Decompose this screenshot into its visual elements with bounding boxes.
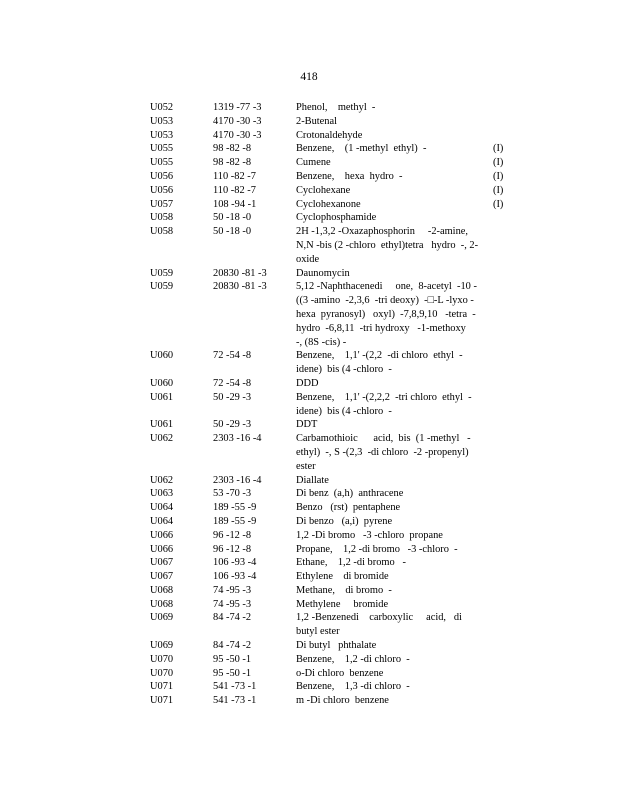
substance-name: Carbamothioic acid, bis (1 -methyl -ethyl) -, S -(2,3 -di chloro -2 -propenyl) ester [296, 433, 472, 472]
waste-code: U064 [150, 502, 174, 514]
waste-code: U053 [150, 129, 174, 141]
substance-name: Propane, 1,2 -di bromo -3 -chloro - [296, 543, 458, 555]
cas-number: 2303 -16 -4 [213, 433, 262, 445]
cas-number: 84 -74 -2 [213, 612, 252, 624]
cas-number: 74 -95 -3 [213, 598, 252, 610]
table-row [0, 115, 618, 129]
table-row [0, 156, 618, 170]
table-row [0, 515, 618, 529]
table-row [0, 474, 618, 488]
substance-name: 1,2 -Di bromo -3 -chloro propane [296, 529, 443, 541]
table-row [0, 198, 618, 212]
cas-number: 50 -18 -0 [213, 212, 252, 224]
substance-name: Methylene bromide [296, 598, 389, 610]
waste-code: U071 [150, 695, 174, 707]
table-row [0, 570, 618, 584]
cas-number: 110 -82 -7 [213, 184, 256, 196]
waste-code: U064 [150, 515, 174, 527]
cas-number: 20830 -81 -3 [213, 267, 267, 279]
substance-name: 5,12 -Naphthacenedi one, 8-acetyl -10 -((3 -amino -2,3,6 -tri deoxy) -□-L -lyxo -hexa pyranosyl) oxyl) -7,8,9,10 -tetra -hydro -6,8,11 -tri hydroxy -1-methoxy -, (8S -cis) - [296, 281, 477, 348]
cas-number: 541 -73 -1 [213, 681, 257, 693]
hazard-code: (I) [493, 170, 504, 182]
table-row [0, 556, 618, 570]
cas-number: 50 -29 -3 [213, 419, 252, 431]
waste-code: U056 [150, 184, 174, 196]
cas-number: 98 -82 -8 [213, 143, 252, 155]
table-row [0, 584, 618, 598]
table-row [0, 487, 618, 501]
substance-name: Benzene, 1,2 -di chloro - [296, 653, 410, 665]
substance-name: DDT [296, 419, 318, 431]
substance-name: 1,2 -Benzenedi carboxylic acid, di butyl ester [296, 612, 465, 638]
cas-number: 53 -70 -3 [213, 488, 252, 500]
waste-code: U053 [150, 115, 174, 127]
cas-number: 96 -12 -8 [213, 543, 252, 555]
waste-code: U060 [150, 377, 174, 389]
table-row [0, 432, 618, 473]
cas-number: 2303 -16 -4 [213, 474, 262, 486]
substance-name: Phenol, methyl - [296, 102, 376, 113]
waste-code: U055 [150, 143, 174, 155]
cas-number: 72 -54 -8 [213, 377, 252, 389]
table-row [0, 598, 618, 612]
waste-code: U068 [150, 598, 174, 610]
page-number: 418 [300, 71, 318, 83]
waste-code: U058 [150, 226, 174, 238]
table-row [0, 639, 618, 653]
substance-name: Cyclohexane [296, 184, 351, 196]
cas-number: 110 -82 -7 [213, 170, 256, 182]
cas-number: 50 -18 -0 [213, 226, 252, 238]
waste-code: U059 [150, 281, 174, 293]
cas-number: 189 -55 -9 [213, 502, 257, 514]
cas-number: 95 -50 -1 [213, 667, 252, 679]
table-row [0, 211, 618, 225]
hazard-code: (I) [493, 198, 504, 210]
table-row [0, 680, 618, 694]
table-row [0, 225, 618, 266]
waste-code: U063 [150, 488, 174, 500]
hazard-code: (I) [493, 184, 504, 196]
cas-number: 50 -29 -3 [213, 391, 252, 403]
waste-code: U056 [150, 170, 174, 182]
substance-name: Cyclophosphamide [296, 212, 377, 224]
table-row [0, 391, 618, 419]
waste-code: U052 [150, 102, 174, 113]
cas-number: 72 -54 -8 [213, 350, 252, 362]
substance-name: Benzene, 1,1' -(2,2,2 -tri chloro ethyl -idene) bis (4 -chloro - [296, 391, 472, 417]
table-row [0, 543, 618, 557]
waste-code: U066 [150, 543, 174, 555]
substance-name: Di butyl phthalate [296, 640, 377, 652]
table-row [0, 267, 618, 281]
waste-code: U062 [150, 474, 174, 486]
cas-number: 541 -73 -1 [213, 695, 257, 707]
table-row [0, 280, 618, 349]
substance-name: Cumene [296, 157, 331, 169]
table-row [0, 418, 618, 432]
substance-name: Benzene, 1,1' -(2,2 -di chloro ethyl -idene) bis (4 -chloro - [296, 350, 463, 376]
table-row [0, 101, 618, 115]
waste-code: U055 [150, 157, 174, 169]
table-row [0, 377, 618, 391]
table-row [0, 694, 618, 708]
hazard-code: (I) [493, 143, 504, 155]
substance-name: Ethane, 1,2 -di bromo - [296, 557, 406, 569]
substance-name: Ethylene di bromide [296, 571, 389, 583]
table-row [0, 142, 618, 156]
cas-number: 84 -74 -2 [213, 640, 252, 652]
waste-code: U070 [150, 653, 174, 665]
cas-number: 4170 -30 -3 [213, 115, 262, 127]
substance-name: m -Di chloro benzene [296, 695, 389, 707]
hazard-code: (I) [493, 157, 504, 169]
substance-name: o-Di chloro benzene [296, 667, 384, 679]
cas-number: 4170 -30 -3 [213, 129, 262, 141]
waste-code: U069 [150, 640, 174, 652]
substance-name: Benzene, (1 -methyl ethyl) - [296, 143, 427, 155]
waste-code: U067 [150, 557, 174, 569]
waste-code: U061 [150, 391, 174, 403]
substance-name: Crotonaldehyde [296, 129, 363, 141]
waste-code: U069 [150, 612, 174, 624]
cas-number: 74 -95 -3 [213, 584, 252, 596]
cas-number: 106 -93 -4 [213, 557, 257, 569]
waste-code: U057 [150, 198, 174, 210]
substance-name: Di benzo (a,i) pyrene [296, 515, 393, 527]
substance-name: Daunomycin [296, 267, 350, 279]
waste-code: U068 [150, 584, 174, 596]
table-row [0, 529, 618, 543]
substance-name: DDD [296, 377, 319, 389]
substance-name: Di benz (a,h) anthracene [296, 488, 404, 500]
cas-number: 108 -94 -1 [213, 198, 257, 210]
waste-code: U060 [150, 350, 174, 362]
waste-code: U067 [150, 571, 174, 583]
waste-code: U058 [150, 212, 174, 224]
table-row [0, 611, 618, 639]
substance-name: Benzene, hexa hydro - [296, 170, 403, 182]
table-row [0, 184, 618, 198]
cas-number: 189 -55 -9 [213, 515, 257, 527]
cas-number: 95 -50 -1 [213, 653, 252, 665]
table-row [0, 129, 618, 143]
table-row [0, 349, 618, 377]
cas-number: 1319 -77 -3 [213, 102, 262, 113]
substance-name: Cyclohexanone [296, 198, 361, 210]
substance-name: Diallate [296, 474, 329, 486]
waste-code: U059 [150, 267, 174, 279]
substance-name: 2-Butenal [296, 115, 337, 127]
waste-code: U070 [150, 667, 174, 679]
substance-name: Methane, di bromo - [296, 584, 392, 596]
table-row [0, 667, 618, 681]
waste-code: U066 [150, 529, 174, 541]
table-row [0, 501, 618, 515]
substance-name: Benzene, 1,3 -di chloro - [296, 681, 410, 693]
cas-number: 20830 -81 -3 [213, 281, 267, 293]
waste-code: U071 [150, 681, 174, 693]
table-row [0, 170, 618, 184]
waste-code: U062 [150, 433, 174, 445]
waste-code: U061 [150, 419, 174, 431]
hazardous-waste-table [0, 101, 618, 708]
cas-number: 96 -12 -8 [213, 529, 252, 541]
substance-name: 2H -1,3,2 -Oxazaphosphorin -2-amine, N,N -bis (2 -chloro ethyl)tetra hydro -, 2-oxide [296, 226, 479, 265]
table-row [0, 653, 618, 667]
cas-number: 98 -82 -8 [213, 157, 252, 169]
cas-number: 106 -93 -4 [213, 571, 257, 583]
substance-name: Benzo (rst) pentaphene [296, 502, 401, 514]
